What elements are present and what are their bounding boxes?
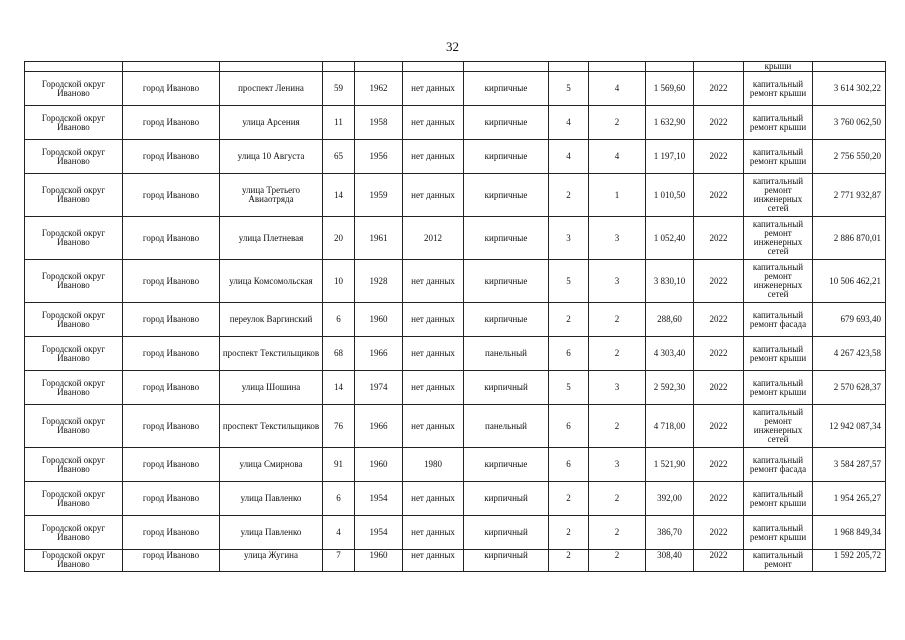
cost-cell: 3 760 062,50 (813, 106, 886, 140)
floors-cell: 5 (549, 260, 589, 303)
wall-material-cell: кирпичные (464, 448, 549, 482)
cost-cell: 1 968 849,34 (813, 516, 886, 550)
municipality-cell: Городской округ Иваново (25, 550, 123, 572)
year-overhaul-cell: нет данных (403, 72, 464, 106)
year-overhaul-cell: нет данных (403, 140, 464, 174)
table-row (25, 303, 886, 337)
work-type-cell: капитальный ремонт крыши (744, 140, 813, 174)
settlement-cell: город Иваново (123, 174, 220, 217)
table-row (25, 72, 886, 106)
year-built-cell: 1954 (355, 516, 403, 550)
year-overhaul-cell: нет данных (403, 371, 464, 405)
entrances-cell: 2 (589, 482, 646, 516)
cost-cell: 12 942 087,34 (813, 405, 886, 448)
wall-material-cell: кирпичный (464, 371, 549, 405)
area-cell: 4 303,40 (646, 337, 694, 371)
house-number-cell: 6 (323, 482, 355, 516)
municipality-cell: Городской округ Иваново (25, 303, 123, 337)
entrances-cell: 1 (589, 174, 646, 217)
street-cell: улица Плетневая (220, 217, 323, 260)
settlement-cell: город Иваново (123, 550, 220, 572)
street-cell: улица Жугина (220, 550, 323, 572)
year-built-cell: 1956 (355, 140, 403, 174)
street-cell: улица Смирнова (220, 448, 323, 482)
floors-cell: 3 (549, 217, 589, 260)
street-cell: улица Комсомольская (220, 260, 323, 303)
work-type-cell: капитальный ремонт инженерных сетей (744, 405, 813, 448)
floors-cell: 2 (549, 482, 589, 516)
year-built-cell: 1960 (355, 550, 403, 572)
floors-cell: 5 (549, 72, 589, 106)
work-type-cell: капитальный ремонт крыши (744, 516, 813, 550)
year-overhaul-cell: нет данных (403, 337, 464, 371)
area-cell: 1 010,50 (646, 174, 694, 217)
area-cell: 386,70 (646, 516, 694, 550)
work-type-cell: капитальный ремонт крыши (744, 482, 813, 516)
year-built-cell: 1960 (355, 448, 403, 482)
wall-material-cell: кирпичные (464, 106, 549, 140)
entrances-cell: 2 (589, 106, 646, 140)
plan-year-cell: 2022 (694, 140, 744, 174)
year-built-cell: 1958 (355, 106, 403, 140)
plan-year-cell: 2022 (694, 303, 744, 337)
work-type-cell: капитальный ремонт фасада (744, 448, 813, 482)
street-cell: улица Третьего Авиаотряда (220, 174, 323, 217)
plan-year-cell: 2022 (694, 516, 744, 550)
floors-cell: 5 (549, 371, 589, 405)
plan-year-cell: 2022 (694, 405, 744, 448)
year-built-cell: 1966 (355, 405, 403, 448)
settlement-cell: город Иваново (123, 140, 220, 174)
year-overhaul-cell: нет данных (403, 260, 464, 303)
entrances-cell: 2 (589, 516, 646, 550)
houses-table (24, 61, 886, 572)
floors-cell: 2 (549, 516, 589, 550)
floors-cell: 2 (549, 550, 589, 572)
settlement-cell: город Иваново (123, 405, 220, 448)
municipality-cell: Городской округ Иваново (25, 72, 123, 106)
settlement-cell: город Иваново (123, 260, 220, 303)
plan-year-cell: 2022 (694, 448, 744, 482)
year-overhaul-cell: нет данных (403, 516, 464, 550)
floors-cell: 6 (549, 448, 589, 482)
street-cell: проспект Ленина (220, 72, 323, 106)
plan-year-cell: 2022 (694, 260, 744, 303)
area-cell: 288,60 (646, 303, 694, 337)
wall-material-cell: панельный (464, 337, 549, 371)
floors-cell: 2 (549, 174, 589, 217)
year-built-cell: 1962 (355, 72, 403, 106)
year-overhaul-cell: 1980 (403, 448, 464, 482)
municipality-cell: Городской округ Иваново (25, 337, 123, 371)
entrances-cell: 2 (589, 337, 646, 371)
house-number-cell: 68 (323, 337, 355, 371)
municipality-cell: Городской округ Иваново (25, 371, 123, 405)
area-cell: 1 197,10 (646, 140, 694, 174)
house-number-cell: 20 (323, 217, 355, 260)
street-cell: улица Арсения (220, 106, 323, 140)
wall-material-cell: кирпичный (464, 550, 549, 572)
plan-year-cell: 2022 (694, 174, 744, 217)
area-cell: 1 632,90 (646, 106, 694, 140)
table-row (25, 516, 886, 550)
work-type-cell: капитальный ремонт фасада (744, 303, 813, 337)
settlement-cell: город Иваново (123, 106, 220, 140)
entrances-cell: 4 (589, 72, 646, 106)
wall-material-cell: кирпичные (464, 303, 549, 337)
street-cell: улица 10 Августа (220, 140, 323, 174)
house-number-cell: 7 (323, 550, 355, 572)
cost-cell: 3 614 302,22 (813, 72, 886, 106)
municipality-cell: Городской округ Иваново (25, 448, 123, 482)
table-row (25, 174, 886, 217)
settlement-cell: город Иваново (123, 337, 220, 371)
year-built-cell: 1966 (355, 337, 403, 371)
table-row (25, 405, 886, 448)
street-cell: переулок Варгинский (220, 303, 323, 337)
table-row (25, 482, 886, 516)
year-built-cell: 1974 (355, 371, 403, 405)
plan-year-cell: 2022 (694, 337, 744, 371)
floors-cell: 6 (549, 337, 589, 371)
cost-cell: 2 570 628,37 (813, 371, 886, 405)
area-cell: 3 830,10 (646, 260, 694, 303)
house-number-cell: 14 (323, 371, 355, 405)
entrances-cell: 3 (589, 260, 646, 303)
year-built-cell: 1959 (355, 174, 403, 217)
table-row (25, 217, 886, 260)
street-cell: проспект Текстильщиков (220, 405, 323, 448)
settlement-cell: город Иваново (123, 516, 220, 550)
municipality-cell: Городской округ Иваново (25, 482, 123, 516)
wall-material-cell: кирпичные (464, 174, 549, 217)
plan-year-cell: 2022 (694, 106, 744, 140)
entrances-cell: 3 (589, 217, 646, 260)
house-number-cell: 91 (323, 448, 355, 482)
area-cell: 392,00 (646, 482, 694, 516)
year-built-cell: 1954 (355, 482, 403, 516)
area-cell: 4 718,00 (646, 405, 694, 448)
wall-material-cell: кирпичные (464, 260, 549, 303)
house-number-cell: 6 (323, 303, 355, 337)
street-cell: улица Шошина (220, 371, 323, 405)
floors-cell: 6 (549, 405, 589, 448)
wall-material-cell: панельный (464, 405, 549, 448)
table-row (25, 550, 886, 572)
settlement-cell: город Иваново (123, 482, 220, 516)
year-overhaul-cell: нет данных (403, 106, 464, 140)
settlement-cell: город Иваново (123, 448, 220, 482)
year-overhaul-cell: нет данных (403, 405, 464, 448)
floors-cell: 2 (549, 303, 589, 337)
municipality-cell: Городской округ Иваново (25, 217, 123, 260)
floors-cell: 4 (549, 106, 589, 140)
municipality-cell: Городской округ Иваново (25, 260, 123, 303)
wall-material-cell: кирпичный (464, 482, 549, 516)
work-type-cell: капитальный ремонт инженерных сетей (744, 174, 813, 217)
work-type-cell: крыши (744, 62, 813, 72)
year-overhaul-cell: 2012 (403, 217, 464, 260)
municipality-cell: Городской округ Иваново (25, 405, 123, 448)
municipality-cell: Городской округ Иваново (25, 516, 123, 550)
municipality-cell: Городской округ Иваново (25, 174, 123, 217)
work-type-cell: капитальный ремонт инженерных сетей (744, 217, 813, 260)
street-cell: улица Павленко (220, 482, 323, 516)
cost-cell: 2 756 550,20 (813, 140, 886, 174)
house-number-cell: 10 (323, 260, 355, 303)
plan-year-cell: 2022 (694, 371, 744, 405)
page-number: 32 (446, 39, 459, 54)
house-number-cell: 4 (323, 516, 355, 550)
table-row-continued (25, 62, 886, 72)
table-row (25, 337, 886, 371)
cost-cell: 10 506 462,21 (813, 260, 886, 303)
work-type-cell: капитальный ремонт крыши (744, 72, 813, 106)
entrances-cell: 2 (589, 405, 646, 448)
plan-year-cell: 2022 (694, 482, 744, 516)
wall-material-cell: кирпичные (464, 217, 549, 260)
work-type-cell: капитальный ремонт (744, 550, 813, 572)
settlement-cell: город Иваново (123, 371, 220, 405)
table-row (25, 371, 886, 405)
table-row (25, 260, 886, 303)
municipality-cell: Городской округ Иваново (25, 140, 123, 174)
year-built-cell: 1961 (355, 217, 403, 260)
wall-material-cell: кирпичный (464, 516, 549, 550)
house-number-cell: 11 (323, 106, 355, 140)
street-cell: проспект Текстильщиков (220, 337, 323, 371)
plan-year-cell: 2022 (694, 72, 744, 106)
cost-cell: 2 771 932,87 (813, 174, 886, 217)
table-row (25, 106, 886, 140)
entrances-cell: 3 (589, 371, 646, 405)
cost-cell: 1 592 205,72 (813, 550, 886, 572)
street-cell: улица Павленко (220, 516, 323, 550)
work-type-cell: капитальный ремонт инженерных сетей (744, 260, 813, 303)
wall-material-cell: кирпичные (464, 72, 549, 106)
work-type-cell: капитальный ремонт крыши (744, 371, 813, 405)
house-number-cell: 59 (323, 72, 355, 106)
house-number-cell: 14 (323, 174, 355, 217)
floors-cell: 4 (549, 140, 589, 174)
plan-year-cell: 2022 (694, 550, 744, 572)
cost-cell: 4 267 423,58 (813, 337, 886, 371)
area-cell: 2 592,30 (646, 371, 694, 405)
area-cell: 1 569,60 (646, 72, 694, 106)
entrances-cell: 3 (589, 448, 646, 482)
entrances-cell: 4 (589, 140, 646, 174)
table-row (25, 140, 886, 174)
entrances-cell: 2 (589, 550, 646, 572)
municipality-cell: Городской округ Иваново (25, 106, 123, 140)
area-cell: 308,40 (646, 550, 694, 572)
cost-cell: 2 886 870,01 (813, 217, 886, 260)
plan-year-cell: 2022 (694, 217, 744, 260)
year-overhaul-cell: нет данных (403, 550, 464, 572)
year-built-cell: 1960 (355, 303, 403, 337)
settlement-cell: город Иваново (123, 217, 220, 260)
year-overhaul-cell: нет данных (403, 174, 464, 217)
cost-cell: 3 584 287,57 (813, 448, 886, 482)
table-row (25, 448, 886, 482)
cost-cell: 679 693,40 (813, 303, 886, 337)
cost-cell: 1 954 265,27 (813, 482, 886, 516)
year-built-cell: 1928 (355, 260, 403, 303)
settlement-cell: город Иваново (123, 72, 220, 106)
area-cell: 1 052,40 (646, 217, 694, 260)
area-cell: 1 521,90 (646, 448, 694, 482)
house-number-cell: 76 (323, 405, 355, 448)
year-overhaul-cell: нет данных (403, 482, 464, 516)
house-number-cell: 65 (323, 140, 355, 174)
entrances-cell: 2 (589, 303, 646, 337)
year-overhaul-cell: нет данных (403, 303, 464, 337)
work-type-cell: капитальный ремонт крыши (744, 106, 813, 140)
settlement-cell: город Иваново (123, 303, 220, 337)
wall-material-cell: кирпичные (464, 140, 549, 174)
work-type-cell: капитальный ремонт крыши (744, 337, 813, 371)
